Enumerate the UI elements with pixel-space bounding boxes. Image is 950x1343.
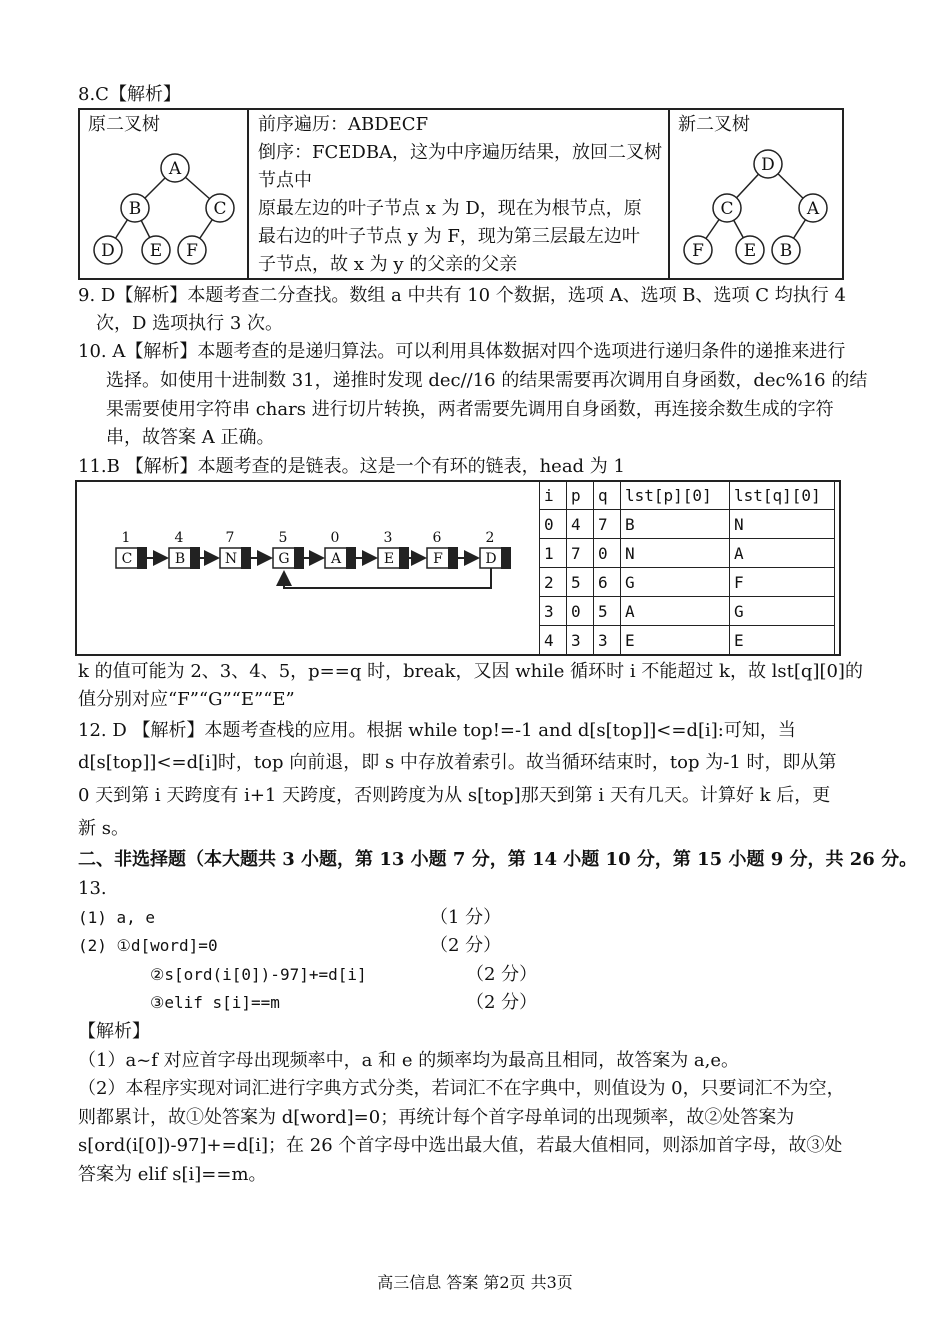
tree-node: F <box>186 241 198 261</box>
q12-line: d[s[top]]<=d[i]时，top 向前退，即 s 中存放着索引。故当循环结束时，top 为-1 时，即从第 <box>78 752 837 773</box>
page-footer: 高三信息 答案 第2页 共3页 <box>377 1273 573 1292</box>
table-cell: N <box>621 539 730 568</box>
table-header-cell: lst[q][0] <box>730 481 835 510</box>
q8-text-line: 子节点，故 x 为 y 的父亲的父亲 <box>258 254 518 275</box>
new-tree-diagram <box>670 110 842 278</box>
q9-line: 9. D【解析】本题考查二分查找。数组 a 中共有 10 个数据，选项 A、选项 B、选项 C 均执行 4 <box>78 285 846 306</box>
table-cell: N <box>730 510 835 539</box>
q13-score-2: （2 分） <box>430 935 502 956</box>
q11-figure <box>75 480 841 656</box>
table-cell: 0 <box>540 510 567 539</box>
tree-node: A <box>168 159 182 179</box>
table-cell: 6 <box>594 568 621 597</box>
table-cell: E <box>621 626 730 655</box>
node-index: 6 <box>432 530 442 546</box>
section2-title: 二、非选择题（本大题共 3 小题，第 13 小题 7 分，第 14 小题 10 分，第 15 小题 9 分，共 26 分。 <box>78 849 918 870</box>
node-value: E <box>383 551 395 567</box>
q8-header: 8.C【解析】 <box>78 84 181 105</box>
node-index: 1 <box>121 530 131 546</box>
table-cell: 5 <box>594 597 621 626</box>
tree-node: C <box>213 199 227 219</box>
table-cell: 3 <box>567 626 594 655</box>
q8-text-line: 前序遍历：ABDECF <box>258 114 429 135</box>
q13-answer-4: ③elif s[i]==m <box>150 993 280 1012</box>
q8-col1-title: 原二叉树 <box>88 114 160 135</box>
q11-after-line: k 的值可能为 2、3、4、5，p==q 时，break，又因 while 循环时 i 不能超过 k，故 lst[q][0]的 <box>78 661 863 682</box>
node-value: N <box>224 551 238 567</box>
table-header-cell: q <box>594 481 621 510</box>
table-row <box>540 597 835 626</box>
node-index: 5 <box>278 530 288 546</box>
q13-score-3: （2 分） <box>466 964 538 985</box>
linked-list-diagram <box>77 482 539 654</box>
tree-node: B <box>779 241 793 261</box>
q12-line: 新 s。 <box>78 818 129 839</box>
node-index: 0 <box>330 530 340 546</box>
q8-table <box>78 108 844 280</box>
q9-line: 次，D 选项执行 3 次。 <box>96 313 284 334</box>
q13-score-1: （1 分） <box>430 907 502 928</box>
orig-tree-diagram <box>80 110 246 278</box>
table-header-cell: lst[p][0] <box>621 481 730 510</box>
node-value: C <box>121 551 133 567</box>
node-value: B <box>174 551 186 567</box>
table-cell: 0 <box>567 597 594 626</box>
table-header-cell: i <box>540 481 567 510</box>
q8-text-line: 原最左边的叶子节点 x 为 D，现在为根节点，原 <box>258 198 642 219</box>
table-cell: 7 <box>594 510 621 539</box>
node-value: A <box>330 551 342 567</box>
q13-analysis-title: 【解析】 <box>78 1021 150 1042</box>
node-value: F <box>433 551 443 567</box>
table-cell: 3 <box>594 626 621 655</box>
table-cell: A <box>730 539 835 568</box>
table-cell: G <box>621 568 730 597</box>
table-row <box>540 539 835 568</box>
q13-analysis-line: 则都累计，故①处答案为 d[word]=0；再统计每个首字母单词的出现频率，故②处答案为 <box>78 1107 795 1128</box>
q13-answer-1: (1) a, e <box>78 908 156 927</box>
table-cell: 7 <box>567 539 594 568</box>
q13-analysis-line: 答案为 elif s[i]==m。 <box>78 1164 267 1185</box>
tree-node: E <box>149 241 163 261</box>
table-row <box>540 568 835 597</box>
tree-node: D <box>101 241 115 261</box>
q11-trace-table <box>539 480 835 655</box>
q12-line: 12. D 【解析】本题考查栈的应用。根据 while top!=-1 and d[s[top]]<=d[i]:可知，当 <box>78 720 796 741</box>
tree-node: E <box>743 241 757 261</box>
q8-col3-title: 新二叉树 <box>678 114 750 135</box>
q10-line: 串，故答案 A 正确。 <box>106 427 275 448</box>
tree-node: A <box>806 199 820 219</box>
table-cell: F <box>730 568 835 597</box>
q13-analysis-line: s[ord(i[0])-97]+=d[i]；在 26 个首字母中选出最大值，若最大值相同，则添加首字母，故③处 <box>78 1135 843 1156</box>
node-index: 3 <box>383 530 393 546</box>
table-cell: G <box>730 597 835 626</box>
node-value: D <box>485 551 497 567</box>
q8-text-line: 节点中 <box>258 170 312 191</box>
table-cell: 4 <box>540 626 567 655</box>
tree-node: C <box>720 199 734 219</box>
q11-after-line: 值分别对应“F”“G”“E”“E” <box>78 689 295 710</box>
q13-answer-3: ②s[ord(i[0])-97]+=d[i] <box>150 965 367 984</box>
tree-node: F <box>692 241 704 261</box>
node-value: G <box>278 551 290 567</box>
q8-text-line: 倒序：FCEDBA，这为中序遍历结果，放回二叉树 <box>258 142 663 163</box>
table-cell: 4 <box>567 510 594 539</box>
table-cell: 2 <box>540 568 567 597</box>
q13-answer-2: (2) ①d[word]=0 <box>78 936 218 955</box>
table-cell: 3 <box>540 597 567 626</box>
table-header-row <box>540 481 835 510</box>
q11-header: 11.B 【解析】本题考查的是链表。这是一个有环的链表，head 为 1 <box>78 456 625 477</box>
node-index: 2 <box>485 530 495 546</box>
table-cell: 1 <box>540 539 567 568</box>
q13-number: 13. <box>78 878 107 899</box>
node-index: 7 <box>225 530 235 546</box>
tree-node: D <box>761 155 775 175</box>
q12-line: 0 天到第 i 天跨度有 i+1 天跨度，否则跨度为从 s[top]那天到第 i 天有几天。计算好 k 后，更 <box>78 785 831 806</box>
table-cell: B <box>621 510 730 539</box>
table-row <box>540 510 835 539</box>
q13-analysis-line: （2）本程序实现对词汇进行字典方式分类，若词汇不在字典中，则值设为 0，只要词汇不为空， <box>78 1078 845 1099</box>
q10-line: 10. A【解析】本题考查的是递归算法。可以利用具体数据对四个选项进行递归条件的递推来进行 <box>78 341 846 362</box>
q13-score-4: （2 分） <box>466 992 538 1013</box>
table-cell: E <box>730 626 835 655</box>
table-cell: 5 <box>567 568 594 597</box>
q10-line: 选择。如使用十进制数 31，递推时发现 dec//16 的结果需要再次调用自身函数，dec%16 的结 <box>106 370 868 391</box>
node-index: 4 <box>174 530 184 546</box>
table-header-cell: p <box>567 481 594 510</box>
table-row <box>540 626 835 655</box>
table-cell: A <box>621 597 730 626</box>
q10-line: 果需要使用字符串 chars 进行切片转换，两者需要先调用自身函数，再连接余数生成的字符 <box>106 399 834 420</box>
q8-text-line: 最右边的叶子节点 y 为 F，现为第三层最左边叶 <box>258 226 640 247</box>
tree-node: B <box>128 199 142 219</box>
q13-analysis-line: （1）a~f 对应首字母出现频率中，a 和 e 的频率均为最高且相同，故答案为 a,e。 <box>78 1050 740 1071</box>
table-cell: 0 <box>594 539 621 568</box>
